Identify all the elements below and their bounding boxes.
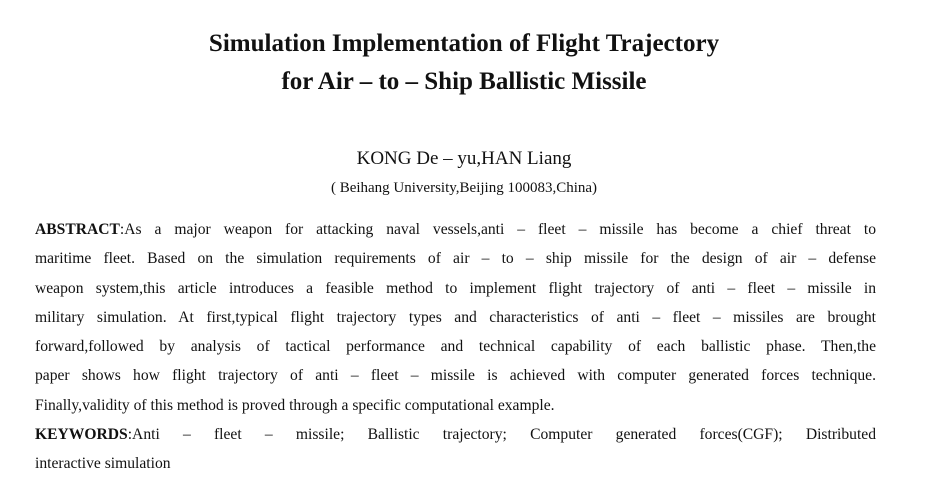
abstract-block (35, 215, 876, 479)
abstract-line: military simulation. At first,typical flight trajectory types and characteristics of anti – fleet – missiles are brought (35, 308, 876, 326)
abstract-label: ABSTRACT (35, 221, 120, 238)
paper-title-line-2: for Air – to – Ship Ballistic Missile (281, 68, 647, 95)
authors: KONG De – yu,HAN Liang (356, 148, 572, 169)
keywords-line (35, 420, 876, 449)
affiliation: ( Beihang University,Beijing 100083,China) (330, 180, 598, 196)
keywords-line: interactive simulation (35, 455, 171, 473)
abstract-line: maritime fleet. Based on the simulation requirements of air – to – ship missile for the design of air – defense (35, 250, 876, 268)
abstract-line: paper shows how flight trajectory of anti – fleet – missile is achieved with computer generated forces technique. (35, 367, 876, 385)
keywords-text: :Anti – fleet – missile; Ballistic trajectory; Computer generated forces(CGF); Distributed (127, 426, 876, 444)
paper-title-line-1: Simulation Implementation of Flight Trajectory (208, 30, 720, 57)
abstract-line (35, 215, 876, 244)
abstract-line: forward,followed by analysis of tactical performance and technical capability of each ballistic phase. Then,the (35, 338, 876, 356)
abstract-text: :As a major weapon for attacking naval vessels,anti – fleet – missile has become a chief threat to (119, 221, 876, 238)
abstract-line: Finally,validity of this method is proved through a specific computational example. (35, 396, 555, 414)
keywords-label: KEYWORDS (35, 426, 128, 444)
abstract-line: weapon system,this article introduces a feasible method to implement flight trajectory of anti – fleet – missile in (35, 279, 876, 297)
